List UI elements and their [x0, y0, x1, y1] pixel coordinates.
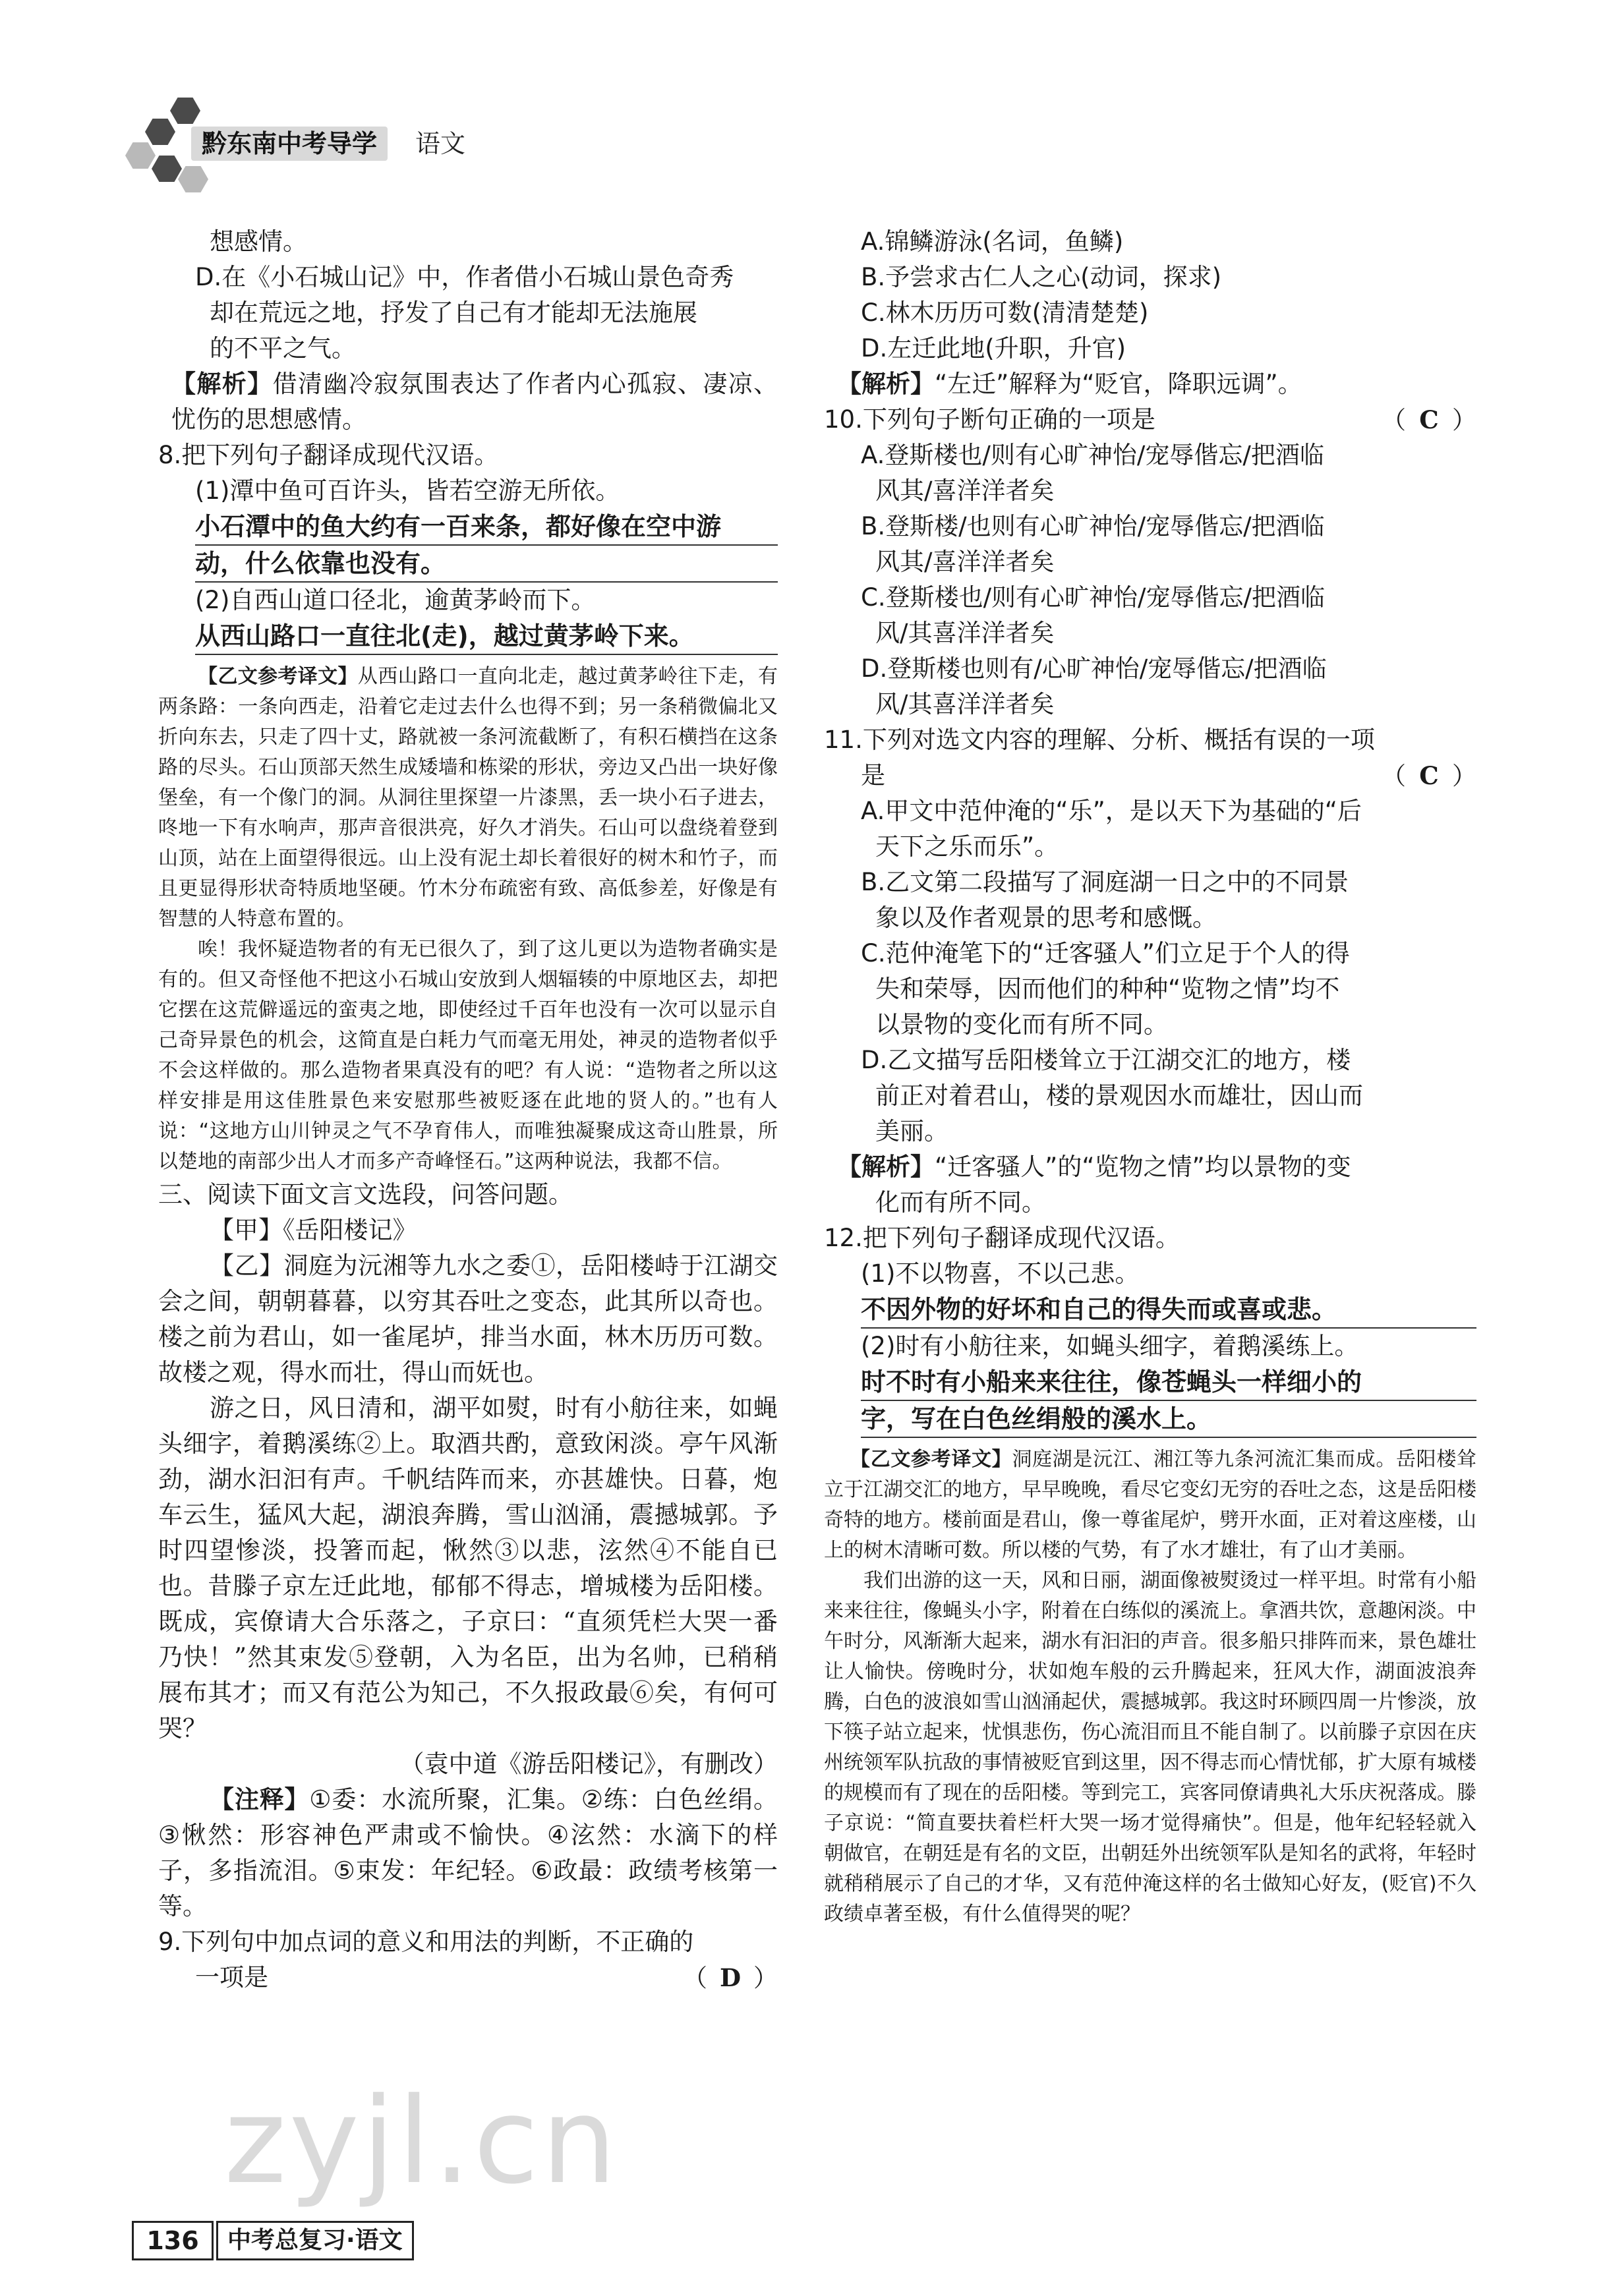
analysis-tag: 【解析】 [837, 1153, 935, 1181]
watermark: zyjl.cn [224, 2073, 620, 2210]
passage-yi-p1: 【乙】洞庭为沅湘等九水之委①，岳阳楼峙于江湖交会之间，朝朝暮暮，以穷其吞吐之变态，此其所以奇也。楼之前为君山，如一雀尾垆，排当水面，林木历历可数。故楼之观，得水而壮，得山而妩也。 [158, 1251, 778, 1387]
q11-title-end: 是 [861, 761, 885, 789]
footer-title: 中考总复习·语文 [216, 2221, 414, 2260]
q11-title-line [824, 758, 1476, 793]
yi-reference-translation [158, 662, 778, 934]
q10-option-c: C.登斯楼也/则有心旷神怡/宠辱偕忘/把酒临 [861, 583, 1325, 612]
left-column [158, 224, 778, 1996]
q10-option-d: D.登斯楼也则有/心旷神怡/宠辱偕忘/把酒临 [861, 654, 1327, 683]
q9-title: 9.下列句中加点词的意义和用法的判断，不正确的 [158, 1928, 694, 1956]
q9-title-end: 一项是 [195, 1963, 268, 1992]
q10-option-c-line: 风/其喜洋洋者矣 [875, 619, 1055, 647]
hexagon-decoration-icon [145, 119, 175, 145]
q11-option-c: C.范仲淹笔下的“迁客骚人”们立足于个人的得 [861, 939, 1350, 967]
notes-tag: 【注释】 [210, 1785, 310, 1814]
subject-label: 语文 [415, 129, 466, 158]
page-header [125, 92, 494, 191]
q11-answer: C [1419, 761, 1439, 790]
q10-option-b-line: 风其/喜洋洋者矣 [875, 548, 1055, 576]
right-column [824, 224, 1476, 1930]
q8-answer-1 [158, 509, 778, 583]
answer-line: 字，写在白色丝绢般的溪水上。 [861, 1401, 1476, 1438]
q10-option-a-line: 风其/喜洋洋者矣 [875, 476, 1055, 505]
q8-answer-2 [158, 618, 778, 655]
answer-line: 时不时有小船来来往往，像苍蝇头一样细小的 [861, 1364, 1476, 1401]
q11-option-b-line: 象以及作者观景的思考和感慨。 [875, 904, 1217, 932]
q9-answer: D [719, 1963, 742, 1992]
notes [158, 1782, 778, 1924]
q7-option-d-line: 的不平之气。 [210, 334, 356, 362]
q11-option-c-line: 以景物的变化而有所不同。 [875, 1010, 1168, 1039]
q11-option-a: A.甲文中范仲淹的“乐”，是以天下为基础的“后 [861, 797, 1362, 825]
q7-option-d-line: 却在荒远之地，抒发了自己有才能却无法施展 [210, 299, 697, 327]
yi-reference-translation [824, 1445, 1476, 1566]
q12-title: 12.把下列句子翻译成现代汉语。 [824, 1224, 1180, 1252]
passage-yi-p2: 游之日，风日清和，湖平如熨，时有小舫往来，如蝇头细字，着鹅溪练②上。取酒共酌，意致闲淡。亭午风渐劲，湖水汩汩有声。千帆结阵而来，亦甚雄快。日暮，炮车云生，猛风大起，湖浪奔腾，雪山汹涌，震撼城郭。予时四望惨淡，投箸而起，愀然③以悲，泫然④不能自已也。昔滕子京左迁此地，郁郁不得志，增城楼为岳阳楼。既成，宾僚请大合乐落之，子京曰：“直须凭栏大哭一番乃快！”然其束发⑤登朝，入为名臣，出为名帅，已稍稍展布其才；而又有范公为知己，不久报政最⑥矣，有何可哭？ [158, 1394, 778, 1742]
q11-analysis [824, 1149, 1476, 1185]
answer-line: 从西山路口一直往北(走)，越过黄茅岭下来。 [195, 618, 778, 655]
q9-title-line [158, 1960, 778, 1995]
reference-text: 洞庭湖是沅江、湘江等九条河流汇集而成。岳阳楼耸立于江湖交汇的地方，早早晚晚，看尽它变幻无穷的吞吐之态，这是岳阳楼奇特的地方。楼前面是君山，像一尊雀尾炉，劈开水面，正对着这座楼，山上的树木清晰可数。所以楼的气势，有了水才雄壮，有了山才美丽。 [824, 1448, 1477, 1562]
hexagon-decoration-icon [152, 156, 182, 182]
q10-title [824, 402, 1476, 438]
analysis-text: 借清幽冷寂氛围表达了作者内心孤寂、凄凉、忧伤的思想感情。 [171, 370, 778, 434]
hexagon-decoration-icon [125, 142, 156, 169]
q12-sentence-2: (2)时有小舫往来，如蝇头细字，着鹅溪练上。 [861, 1332, 1359, 1360]
q10-option-d-line: 风/其喜洋洋者矣 [875, 690, 1055, 718]
q9-analysis [824, 366, 1476, 402]
q12-answer-1 [824, 1292, 1476, 1329]
analysis-tag: 【解析】 [837, 370, 935, 398]
passage-citation: （袁中道《游岳阳楼记》，有删改） [399, 1750, 778, 1778]
page-number: 136 [132, 2221, 214, 2260]
q11-analysis-line: 化而有所不同。 [875, 1188, 1046, 1217]
analysis-text: “左迁”解释为“贬官，降职远调”。 [935, 370, 1302, 398]
reference-tag: 【乙文参考译文】 [850, 1448, 1012, 1471]
q10-answer-paren: （ C ） [1382, 402, 1476, 438]
answer-line: 不因外物的好坏和自己的得失而或喜或悲。 [861, 1292, 1476, 1329]
q11-title: 11.下列对选文内容的理解、分析、概括有误的一项 [824, 726, 1375, 754]
q12-sentence-1: (1)不以物喜，不以己悲。 [861, 1259, 1140, 1288]
passage-jia: 【甲】《岳阳楼记》 [210, 1216, 417, 1244]
q11-option-a-line: 天下之乐而乐”。 [875, 832, 1059, 861]
q10-title-text: 10.下列句子断句正确的一项是 [824, 405, 1155, 434]
q11-option-d-line: 前正对着君山，楼的景观因水而雄壮，因山而 [875, 1081, 1363, 1110]
q9-option: C.林木历历可数(清清楚楚) [861, 299, 1149, 327]
answer-line: 小石潭中的鱼大约有一百来条，都好像在空中游 [195, 509, 778, 546]
q7-analysis [158, 366, 778, 438]
answer-line: 动，什么依靠也没有。 [195, 546, 778, 583]
reference-tag: 【乙文参考译文】 [198, 665, 358, 688]
hexagon-decoration-icon [170, 98, 200, 124]
q7-text-line: 想感情。 [210, 227, 307, 256]
q11-option-b: B.乙文第二段描写了洞庭湖一日之中的不同景 [861, 868, 1349, 896]
q9-option: B.予尝求古仁人之心(动词，探求) [861, 263, 1222, 291]
q7-option-d: D.在《小石城山记》中，作者借小石城山景色奇秀 [195, 263, 734, 291]
q8-sentence-1: (1)潭中鱼可百许头，皆若空游无所依。 [195, 476, 620, 505]
analysis-text: “迁客骚人”的“览物之情”均以景物的变 [935, 1153, 1351, 1181]
analysis-tag: 【解析】 [171, 370, 273, 398]
q9-option: D.左迁此地(升职，升官) [861, 334, 1126, 362]
q10-option-b: B.登斯楼/也则有心旷神怡/宠辱偕忘/把酒临 [861, 512, 1325, 540]
section-3-title: 三、阅读下面文言文选段，问答问题。 [158, 1180, 573, 1209]
yi-reference-translation-2: 唉！我怀疑造物者的有无已很久了，到了这儿更以为造物者确实是有的。但又奇怪他不把这小石城山安放到人烟辐辏的中原地区去，却把它摆在这荒僻遥远的蛮夷之地，即使经过千百年也没有一次可以显示自己奇异景色的机会，这简直是白耗力气而毫无用处，神灵的造物者似乎不会这样做的。那么造物者果真没有的吧？有人说：“造物者之所以这样安排是用这佳胜景色来安慰那些被贬逐在此地的贤人的。”也有人说：“这地方山川钟灵之气不孕育伟人，而唯独凝聚成这奇山胜景，所以楚地的南部少出人才而多产奇峰怪石。”这两种说法，我都不信。 [158, 938, 778, 1173]
hexagon-decoration-icon [178, 166, 208, 192]
yi-reference-translation-2: 我们出游的这一天，风和日丽，湖面像被熨烫过一样平坦。时常有小船来来往往，像蝇头小字，附着在白练似的溪流上。拿酒共饮，意趣闲淡。中午时分，风渐渐大起来，湖水有汩汩的声音。很多船只排阵而来，景色雄壮让人愉快。傍晚时分，状如炮车般的云升腾起来，狂风大作，湖面波浪奔腾，白色的波浪如雪山汹涌起伏，震撼城郭。我这时环顾四周一片惨淡，放下筷子站立起来，忧惧悲伤，伤心流泪而且不能自制了。以前滕子京因在庆州统领军队抗敌的事情被贬官到这里，因不得志而心情忧郁，扩大原有城楼的规模而有了现在的岳阳楼。等到完工，宾客同僚请典礼大乐庆祝落成。滕子京说：“简直要扶着栏杆大哭一场才觉得痛快”。但是，他年纪轻轻就入朝做官，在朝廷是有名的文臣，出朝廷外出统领军队是知名的武将，年轻时就稍稍展示了自己的才华，又有范仲淹这样的名士做知心好友，(贬官)不久政绩卓著至极，有什么值得哭的呢？ [824, 1569, 1476, 1926]
q12-answer-2 [824, 1364, 1476, 1438]
q10-answer: C [1419, 405, 1439, 434]
q11-option-c-line: 失和荣辱，因而他们的种种“览物之情”均不 [875, 975, 1340, 1003]
brand-title: 黔东南中考导学 [191, 127, 388, 161]
q9-option: A.锦鳞游泳(名词，鱼鳞) [861, 227, 1124, 256]
notes-text: ①委：水流所聚，汇集。②练：白色丝绢。③愀然：形容神色严肃或不愉快。④泫然：水滴下的样子，多指流泪。⑤束发：年纪轻。⑥政最：政绩考核第一等。 [158, 1785, 778, 1920]
q10-option-a: A.登斯楼也/则有心旷神怡/宠辱偕忘/把酒临 [861, 441, 1324, 469]
q11-answer-paren: （ C ） [1382, 758, 1476, 794]
q9-answer-paren: （ D ） [683, 1960, 778, 1996]
q8-sentence-2: (2)自西山道口径北，逾黄茅岭而下。 [195, 586, 596, 614]
q8-title: 8.把下列句子翻译成现代汉语。 [158, 441, 499, 469]
reference-text: 从西山路口一直向北走，越过黄茅岭往下走，有两条路：一条向西走，沿着它走过去什么也得不到；另一条稍微偏北又折向东去，只走了四十丈，路就被一条河流截断了，有积石横挡在这条路的尽头。石山顶部天然生成矮墙和栋梁的形状，旁边又凸出一块好像堡垒，有一个像门的洞。从洞往里探望一片漆黑，丢一块小石子进去，咚地一下有水响声，那声音很洪亮，好久才消失。石山可以盘绕着登到山顶，站在上面望得很远。山上没有泥土却长着很好的树木和竹子，而且更显得形状奇特质地坚硬。竹木分布疏密有致、高低参差，好像是有智慧的人特意布置的。 [158, 665, 778, 931]
q11-option-d: D.乙文描写岳阳楼耸立于江湖交汇的地方，楼 [861, 1046, 1351, 1074]
q11-option-d-line: 美丽。 [875, 1117, 948, 1145]
